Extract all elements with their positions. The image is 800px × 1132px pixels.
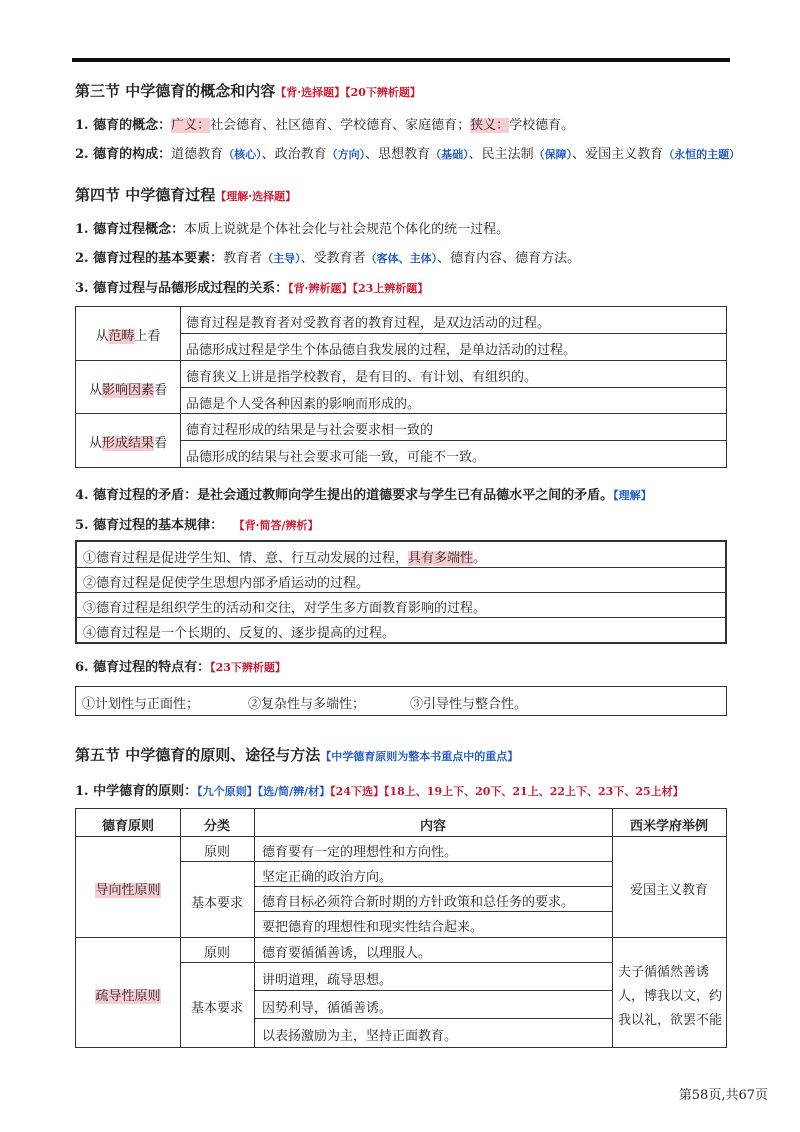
feature-2: ②复杂性与多端性； (248, 697, 366, 712)
features-box (75, 686, 727, 716)
relation-table (75, 306, 727, 468)
features-heading: 6. 德育过程的特点有：【23下辨析题】 (75, 660, 286, 675)
law-4: ④德育过程是一个长期的、反复的、逐步提高的过程。 (83, 626, 396, 641)
relation-aspect-2: 从影响因素看 (88, 383, 168, 398)
p2-example-line-1: 夫子循循然善诱 (618, 965, 710, 980)
principle-guidance: 导向性原则 (95, 883, 161, 898)
law-3: ③德育过程是组织学生的活动和交往，对学生多方面教育影响的过程。 (83, 601, 487, 616)
relation-2-moral-ed: 德育狭义上讲是指学校教育，是有目的、有计划、有组织的。 (186, 370, 538, 385)
p1-content-1: 德育要有一定的理想性和方向性。 (262, 845, 458, 860)
section-3-heading: 第三节 中学德育的概念和内容【背·选择题】【20下辨析题】 (75, 82, 421, 100)
header-example: 西米学府举例 (629, 819, 708, 834)
p1-content-4: 要把德育的理想性和现实性结合起来。 (262, 920, 484, 935)
p1-content-2: 坚定正确的政治方向。 (262, 870, 393, 885)
elements-line: 2. 德育过程的基本要素：教育者（主导）、受教育者（客体、主体）、德育内容、德育方法。 (75, 251, 581, 266)
section-4-heading: 第四节 中学德育过程【理解·选择题】 (75, 186, 297, 204)
p2-category-principle: 原则 (203, 946, 230, 961)
p2-content-3: 因势利导，循循善诱。 (262, 1001, 393, 1016)
p1-category-requirements: 基本要求 (190, 896, 243, 911)
relation-1-character: 品德形成过程是学生个体品德自我发展的过程，是单边活动的过程。 (186, 343, 577, 358)
laws-box (75, 540, 727, 644)
relation-aspect-3: 从形成结果看 (88, 436, 168, 451)
concept-line: 1. 德育的概念：广义：社会德育、社区德育、学校德育、家庭德育；狭义：学校德育。 (75, 118, 575, 133)
principles-heading: 1. 中学德育的原则：【九个原则】【选/简/辨/材】【24下选】【18上、19上下、20下、21上、22上下、23下、25上材】 (75, 784, 684, 799)
p1-example: 爱国主义教育 (629, 883, 708, 898)
p1-content-3: 德育目标必须符合新时期的方针政策和总任务的要求。 (262, 895, 575, 910)
laws-heading: 5. 德育过程的基本规律： 【背·简答/辨析】 (75, 518, 319, 533)
section-5-heading: 第五节 中学德育的原则、途径与方法【中学德育原则为整本书重点中的重点】 (75, 746, 519, 764)
p2-content-2: 讲明道理，疏导思想。 (262, 973, 393, 988)
law-2: ②德育过程是促使学生思想内部矛盾运动的过程。 (83, 576, 370, 591)
p1-category-principle: 原则 (203, 845, 230, 860)
relation-aspect-1: 从范畴上看 (95, 329, 161, 344)
relation-3-character: 品德形成的结果与社会要求可能一致，可能不一致。 (186, 450, 486, 465)
feature-3: ③引导性与整合性。 (410, 697, 528, 712)
relation-2-character: 品德是个人受各种因素的影响而形成的。 (186, 397, 421, 412)
top-rule (72, 58, 730, 62)
process-concept-line: 1. 德育过程概念：本质上说就是个体社会化与社会规范个体化的统一过程。 (75, 222, 510, 237)
p2-category-requirements: 基本要求 (190, 1001, 243, 1016)
header-content: 内容 (419, 819, 446, 834)
relation-3-moral-ed: 德育过程形成的结果是与社会要求相一致的 (186, 423, 434, 438)
principle-persuasion: 疏导性原则 (95, 989, 161, 1004)
p2-content-4: 以表扬激励为主，坚持正面教育。 (262, 1029, 458, 1044)
p2-example-line-2: 人，博我以文，约 (618, 989, 723, 1004)
header-category: 分类 (203, 819, 230, 834)
header-principle: 德育原则 (101, 819, 154, 834)
page-number: 第58页,共67页 (678, 1088, 768, 1103)
principles-table (75, 808, 727, 1048)
composition-line: 2. 德育的构成：道德教育（核心）、政治教育（方向）、思想教育（基础）、民主法制（保障）、爱国主义教育（永恒的主题） (75, 147, 741, 162)
p2-content-1: 德育要循循善诱，以理服人。 (262, 946, 432, 961)
p2-example-line-3: 我以礼，欲罢不能 (618, 1013, 723, 1028)
relation-1-moral-ed: 德育过程是教育者对受教育者的教育过程，是双边活动的过程。 (186, 316, 551, 331)
law-1: ①德育过程是促进学生知、情、意、行互动发展的过程，具有多端性。 (83, 551, 487, 566)
contradiction-line: 4. 德育过程的矛盾：是社会通过教师向学生提出的道德要求与学生已有品德水平之间的矛盾。【理解】 (75, 488, 652, 503)
relation-heading: 3. 德育过程与品德形成过程的关系：【背·辨析题】【23上辨析题】 (75, 281, 429, 296)
feature-1: ①计划性与正面性； (82, 697, 200, 712)
